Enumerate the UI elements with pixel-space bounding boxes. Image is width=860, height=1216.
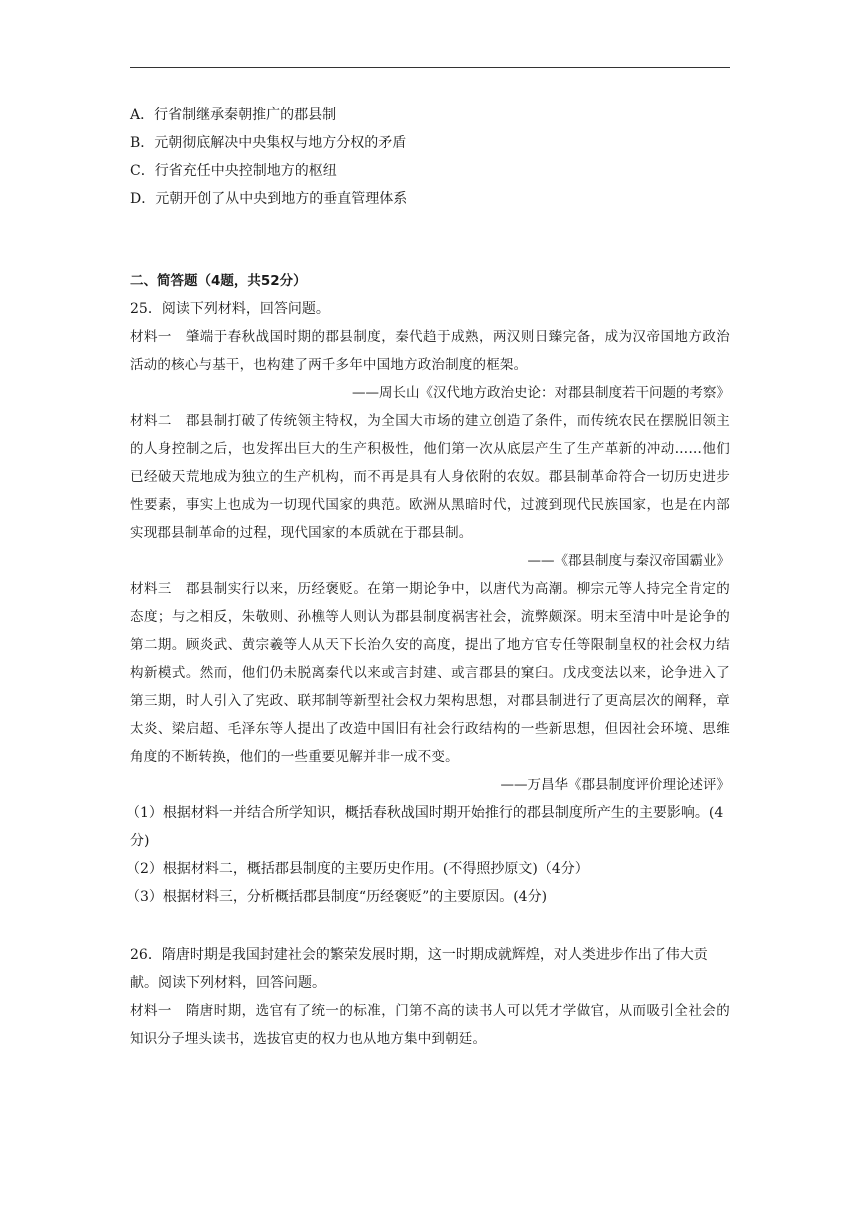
option-d: D．元朝开创了从中央到地方的垂直管理体系 (130, 191, 408, 207)
q25-source-3: ——万昌华《郡县制度评价理论述评》 (500, 777, 730, 793)
q25-subquestion-3: （3）根据材料三，分析概括郡县制度“历经褒贬”的主要原因。(4分) (126, 889, 548, 905)
option-b: B．元朝彻底解决中央集权与地方分权的矛盾 (130, 135, 407, 151)
q25-material-2: 材料二 郡县制打破了传统领主特权，为全国大市场的建立创造了条件，而传统农民在摆脱旧领主的人身控制之后，也发挥出巨大的生产积极性，他们第一次从底层产生了生产革新的冲动……他们已经破天荒地成为独立的生产机构，而不再是具有人身依附的农奴。郡县制革命符合一切历史进步性要素，事实上也成为一切现代国家的典范。欧洲从黑暗时代，过渡到现代民族国家，也是在内部实现郡县制革命的过程，现代国家的本质就在于郡县制。 (130, 413, 730, 541)
page-content (126, 101, 730, 1053)
q25-material-1: 材料一 肇端于春秋战国时期的郡县制度，秦代趋于成熟，两汉则日臻完备，成为汉帝国地方政治活动的核心与基干，也构建了两千多年中国地方政治制度的框架。 (130, 329, 730, 373)
question-26-stem: 26．隋唐时期是我国封建社会的繁荣发展时期，这一时期成就辉煌，对人类进步作出了伟大贡献。阅读下列材料，回答问题。 (130, 947, 708, 991)
question-25-stem: 25．阅读下列材料，回答问题。 (130, 301, 330, 317)
q25-subquestion-2: （2）根据材料二，概括郡县制度的主要历史作用。(不得照抄原文)（4分） (126, 861, 589, 877)
header-rule (130, 67, 730, 68)
option-a: A．行省制继承秦朝推广的郡县制 (130, 107, 337, 123)
q26-material-1: 材料一 隋唐时期，选官有了统一的标准，门第不高的读书人可以凭才学做官，从而吸引全社会的知识分子埋头读书，选拔官吏的权力也从地方集中到朝廷。 (130, 1003, 730, 1047)
q25-source-2: ——《郡县制度与秦汉帝国霸业》 (527, 553, 730, 569)
section-title: 二、简答题（4题，共52分） (130, 273, 307, 289)
q25-material-3: 材料三 郡县制实行以来，历经褒贬。在第一期论争中，以唐代为高潮。柳宗元等人持完全肯定的态度；与之相反，朱敬则、孙樵等人则认为郡县制度祸害社会，流弊颇深。明末至清中叶是论争的第二期。顾炎武、黄宗羲等人从天下长治久安的高度，提出了地方官专任等限制皇权的社会权力结构新模式。然而，他们仍未脱离秦代以来或言封建、或言郡县的窠臼。戊戌变法以来，论争进入了第三期，时人引入了宪政、联邦制等新型社会权力架构思想，对郡县制进行了更高层次的阐释，章太炎、梁启超、毛泽东等人提出了改造中国旧有社会行政结构的一些新思想，但因社会环境、思维角度的不断转换，他们的一些重要见解并非一成不变。 (130, 581, 730, 765)
option-c: C．行省充任中央控制地方的枢纽 (130, 163, 337, 179)
q25-source-1: ——周长山《汉代地方政治史论：对郡县制度若干问题的考察》 (352, 385, 730, 401)
q25-subquestion-1: （1）根据材料一并结合所学知识，概括春秋战国时期开始推行的郡县制度所产生的主要影响。(4分) (126, 805, 724, 849)
